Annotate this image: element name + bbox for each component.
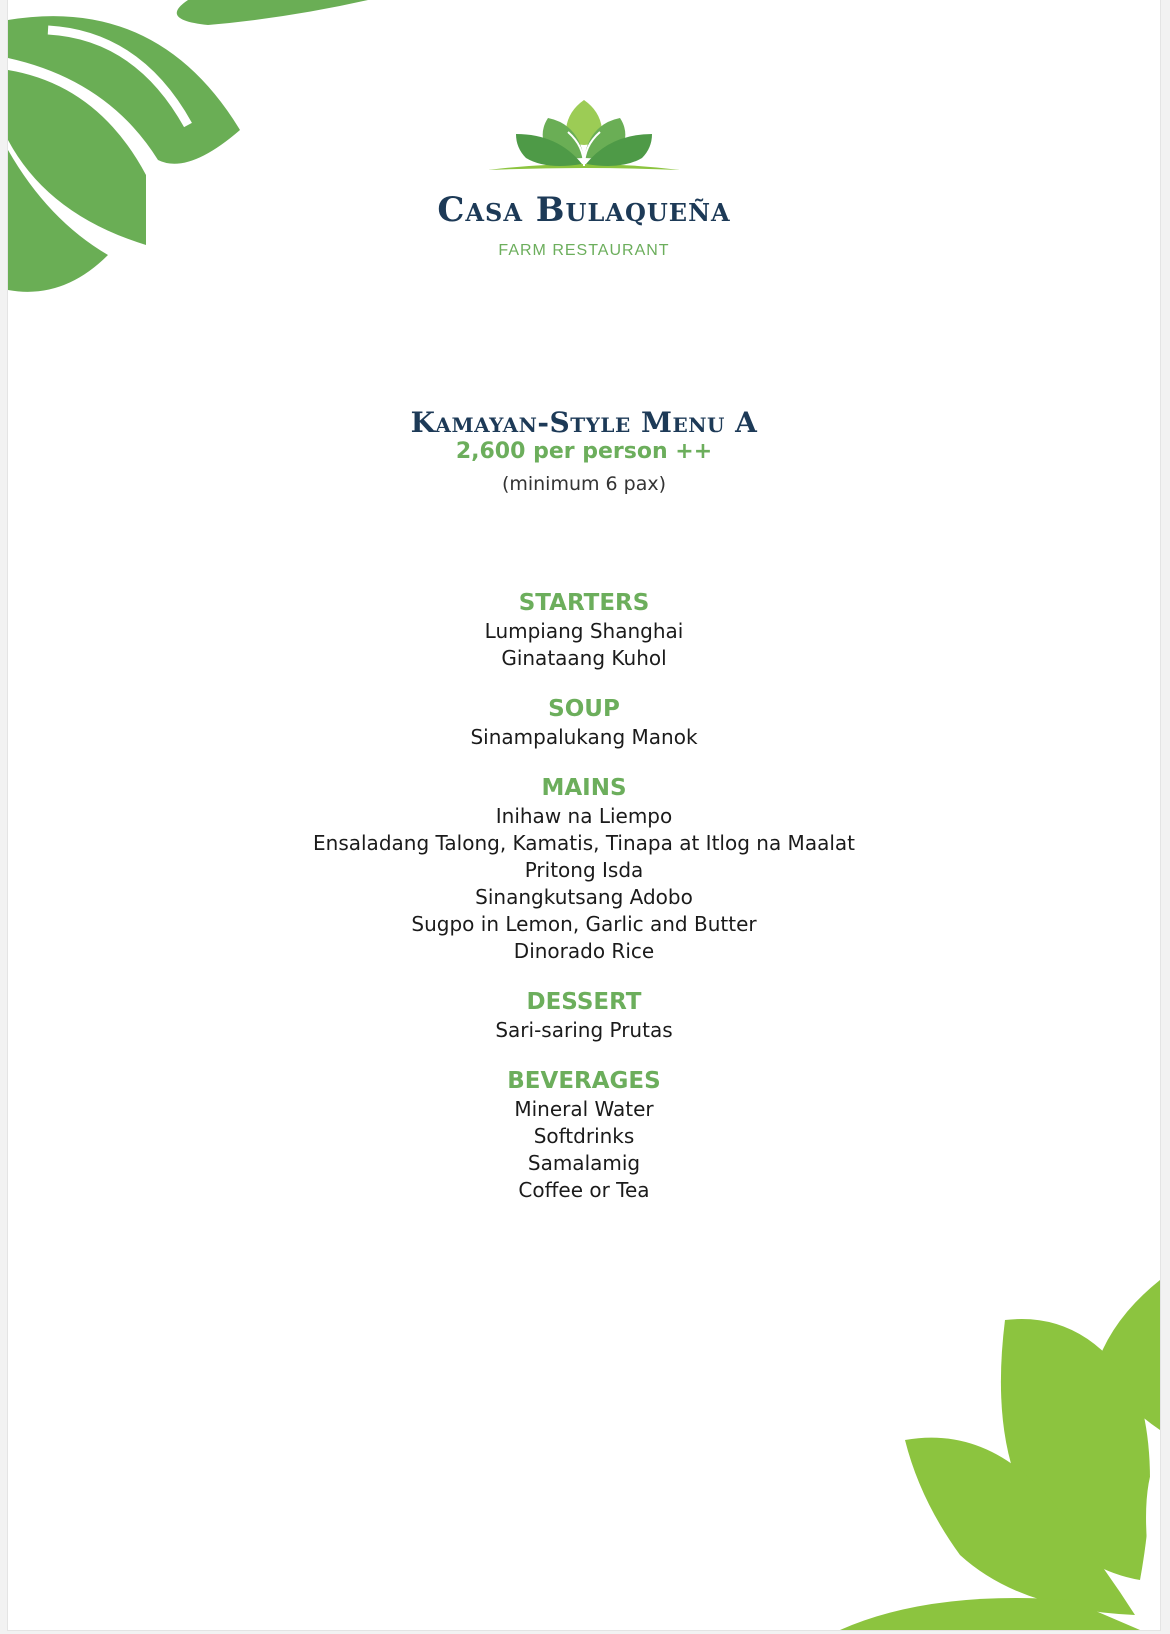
menu-item: Lumpiang Shanghai — [484, 619, 684, 643]
section-heading: DESSERT — [526, 989, 642, 1015]
menu-note: (minimum 6 pax) — [501, 473, 667, 495]
section-starters — [8, 588, 1160, 672]
menu-item: Sinampalukang Manok — [470, 725, 698, 749]
section-heading: STARTERS — [518, 590, 650, 616]
menu-item: Ensaladang Talong, Kamatis, Tinapa at Itlog na Maalat — [313, 831, 855, 855]
section-mains — [8, 773, 1160, 965]
menu-item: Inihaw na Liempo — [495, 804, 673, 828]
menu-item: Samalamig — [527, 1151, 641, 1175]
menu-item: Sinangkutsang Adobo — [475, 885, 693, 909]
menu-price: 2,600 per person ++ — [455, 439, 713, 464]
menu-page — [8, 0, 1160, 1630]
section-heading: MAINS — [541, 775, 627, 801]
brand-name: Casa Bulaqueña — [437, 190, 731, 230]
brand-subtitle: FARM RESTAURANT — [498, 242, 670, 259]
section-soup — [8, 694, 1160, 751]
menu-item: Pritong Isda — [524, 858, 644, 882]
menu-item: Softdrinks — [533, 1124, 635, 1148]
restaurant-logo — [8, 96, 1160, 260]
menu-sections — [8, 588, 1160, 1226]
section-dessert — [8, 987, 1160, 1044]
section-beverages — [8, 1066, 1160, 1204]
menu-item: Coffee or Tea — [518, 1178, 650, 1202]
lotus-logo-icon — [486, 96, 682, 180]
menu-item: Sugpo in Lemon, Garlic and Butter — [411, 912, 757, 936]
section-heading: BEVERAGES — [507, 1068, 661, 1094]
menu-title: Kamayan-Style Menu A — [410, 406, 758, 439]
menu-item: Ginataang Kuhol — [501, 646, 667, 670]
menu-header — [8, 406, 1160, 498]
menu-item: Sari-saring Prutas — [495, 1018, 673, 1042]
menu-item: Mineral Water — [514, 1097, 654, 1121]
section-heading: SOUP — [548, 696, 620, 722]
leaf-decoration-bottom-right-icon — [840, 1280, 1160, 1630]
menu-item: Dinorado Rice — [513, 939, 655, 963]
